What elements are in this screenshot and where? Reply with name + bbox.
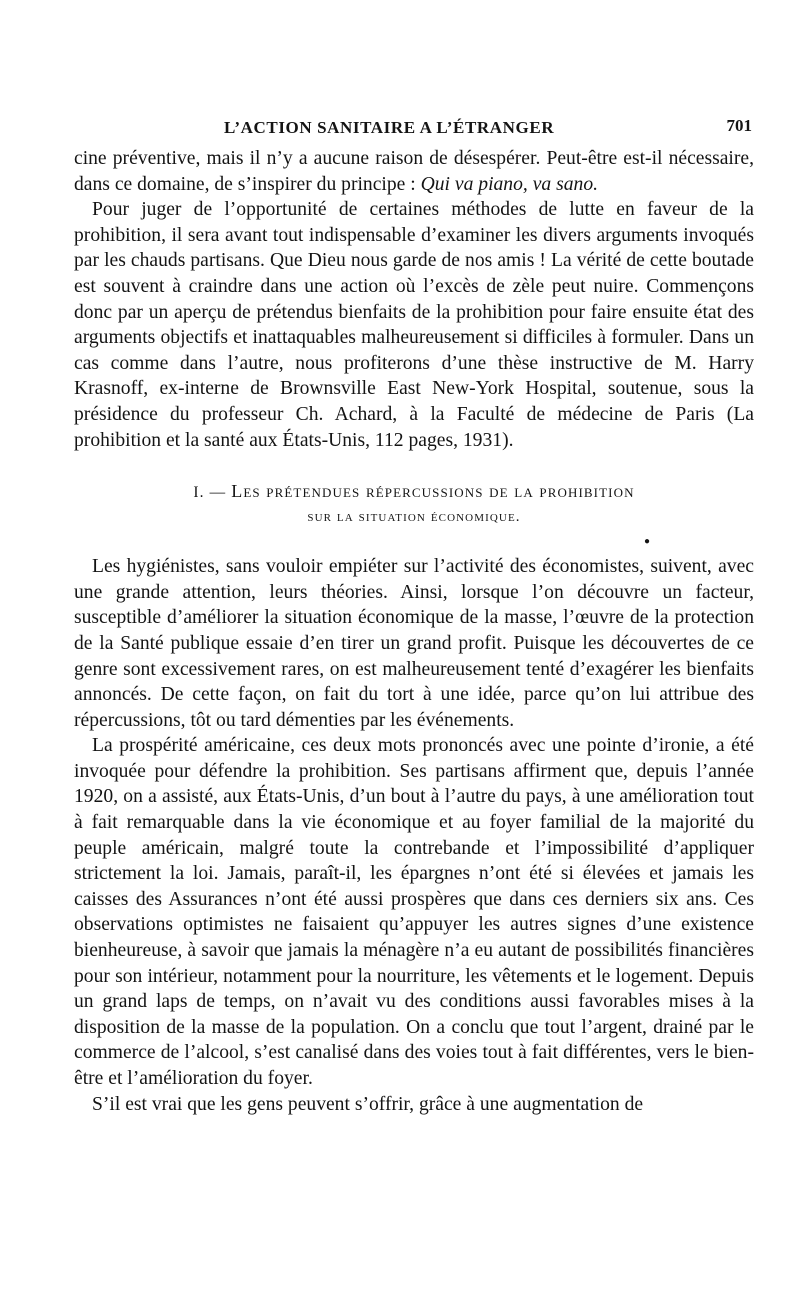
paragraph-hygienists: Les hygiénistes, sans vouloir empiéter sur l’activité des économistes, suivent, avec une grande attention, leurs théories. Ainsi, lorsque l’on découvre un facteur, susceptible d’améliorer la situation économique de la masse, l’œuvre de la protection de la Santé publique essaie d’en tirer un grand profit. Puisque les découvertes de ce genre sont excessivement rares, on est malheureusement tenté d’exagérer les bienfaits annoncés. De cette façon, on fait du tort à une idée, parce qu’on lui attribue des répercussions, tôt ou tard démenties par les événements. xyxy=(74,556,754,731)
running-head xyxy=(74,112,754,146)
paragraph-continuation xyxy=(74,146,754,197)
section-title-line2: sur la situation économique. xyxy=(307,509,521,526)
paragraph-last-line: S’il est vrai que les gens peuvent s’offrir, grâce à une augmentation de xyxy=(92,1093,644,1115)
latin-quote: Qui va piano, va sano. xyxy=(420,173,599,195)
running-title: L’ACTION SANITAIRE A L’ÉTRANGER xyxy=(224,118,555,137)
page-number: 701 xyxy=(726,116,752,135)
paragraph-prohibition-arguments: Pour juger de l’opportunité de certaines méthodes de lutte en faveur de la prohibition, il sera avant tout indispensable d’examiner les divers arguments invoqués par les chauds partisans. Que Dieu nous garde de nos amis ! La vérité de cette boutade est souvent à craindre dans une action où l’excès de zèle peut nuire. Commençons donc par un aperçu de prétendus bienfaits de la prohibition pour faire ensuite état des arguments objectifs et inattaquables malheureusement si difficiles à formuler. Dans un cas comme dans l’autre, nous profiterons d’une thèse instructive de M. Harry Krasnoff, ex-interne de Brownsville East New-York Hospital, soutenue, sous la présidence du professeur Ch. Achard, à la Faculté de médecine de Paris (La prohibition et la santé aux États-Unis, 112 pages, 1931). xyxy=(74,199,754,451)
dot-ornament-icon: ● xyxy=(643,536,650,548)
book-page xyxy=(74,112,754,1117)
paragraph-text: cine préventive, mais il n’y a aucune raison de désespérer. Peut-être est-il nécessaire, dans ce domaine, de s’inspirer du principe : xyxy=(74,148,754,195)
section-title-line1: Les prétendues répercussions de la prohibition xyxy=(231,481,635,502)
section-heading xyxy=(74,479,754,530)
section-number: I. — xyxy=(193,484,232,502)
paragraph-american-prosperity: La prospérité américaine, ces deux mots prononcés avec une pointe d’ironie, a été invoquée pour défendre la prohibition. Ses partisans affirment que, depuis l’année 1920, on a assisté, aux États-Unis, d’un bout à l’autre du pays, à une amélioration tout à fait remarquable dans la vie économique et au foyer familial de la majorité du peuple américain, malgré toute la contrebande et l’impossibilité d’appliquer strictement la loi. Jamais, paraît-il, les épargnes n’ont été si élevées et jamais les caisses des Assurances n’ont été aussi prospères que dans ces derniers six ans. Ces observations optimistes ne faisaient qu’appuyer les autres signes d’une existence bienheureuse, à savoir que jamais la ménagère n’a eu autant de possibilités financières pour son intérieur, notamment pour la nourriture, les vêtements et le logement. Depuis un grand laps de temps, on n’avait vu des conditions aussi favorables mises à la disposition de la masse de la population. On a conclu que tout l’argent, drainé par le commerce de l’alcool, s’est canalisé dans des voies tout à fait différentes, vers le bien-être et l’amélioration du foyer. xyxy=(74,735,754,1089)
